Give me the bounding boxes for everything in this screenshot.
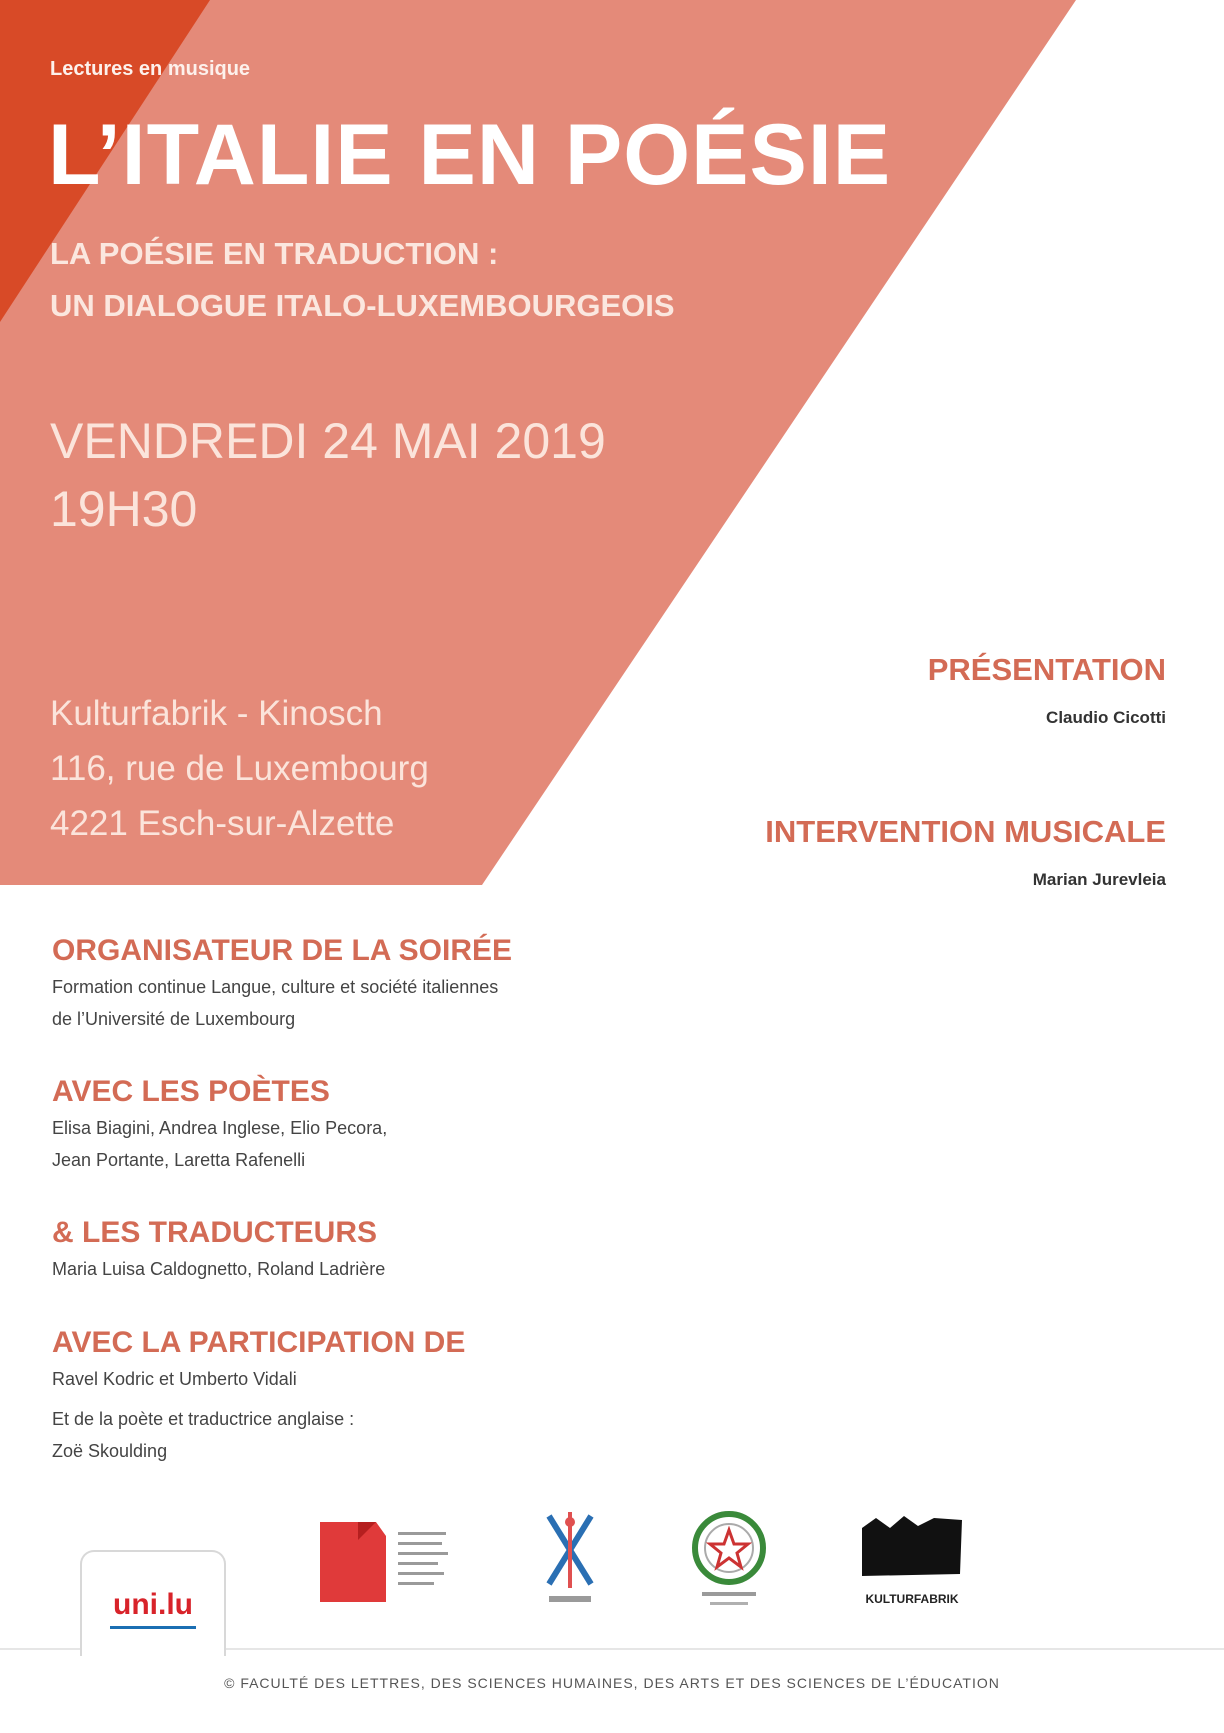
subtitle-line-2: UN DIALOGUE ITALO-LUXEMBOURGEOIS [50, 288, 675, 323]
event-date: VENDREDI 24 MAI 2019 [50, 413, 606, 469]
poets-heading: AVEC LES POÈTES [52, 1075, 330, 1108]
footer-credit: © FACULTÉ DES LETTRES, DES SCIENCES HUMAINES, DES ARTS ET DES SCIENCES DE L’ÉDUCATION [224, 1675, 1000, 1691]
kicker-text: Lectures en musique [50, 58, 251, 80]
institute-red-logo [318, 1516, 458, 1606]
kulturfabrik-logo-text: KULTURFABRIK [865, 1592, 959, 1606]
venue-city: 4221 Esch-sur-Alzette [50, 804, 395, 843]
participation-line-2: Et de la poète et traductrice anglaise : [52, 1409, 355, 1429]
uni-lu-logo [80, 1550, 226, 1656]
poster-subtitle [50, 228, 675, 332]
organiser-line-1: Formation continue Langue, culture et société italiennes [52, 977, 499, 997]
event-time: 19H30 [50, 480, 198, 537]
translators-heading: & LES TRADUCTEURS [52, 1216, 378, 1249]
event-datetime [50, 408, 606, 543]
music-name: Marian Jurevleia [1032, 870, 1166, 889]
translators-text [52, 1253, 612, 1285]
venue-name: Kulturfabrik - Kinosch [50, 694, 383, 733]
subtitle-line-1: LA POÉSIE EN TRADUCTION : [50, 236, 499, 271]
participation-text [52, 1363, 612, 1467]
association-logo [535, 1508, 605, 1612]
uni-lu-logo-text: uni.lu [113, 1588, 193, 1621]
poets-line-2: Jean Portante, Laretta Rafenelli [52, 1150, 306, 1170]
poets-line-1: Elisa Biagini, Andrea Inglese, Elio Pecora, [52, 1118, 388, 1138]
presentation-heading: PRÉSENTATION [927, 652, 1166, 687]
venue-block [50, 686, 429, 851]
venue-street: 116, rue de Luxembourg [50, 749, 429, 788]
italian-emblem-logo [688, 1508, 770, 1620]
organiser-line-2: de l’Université de Luxembourg [52, 1009, 296, 1029]
participation-line-1: Ravel Kodric et Umberto Vidali [52, 1369, 297, 1389]
poster-title: L’ITALIE EN POÉSIE [48, 107, 892, 203]
participation-heading: AVEC LA PARTICIPATION DE [52, 1326, 466, 1359]
translators-line-1: Maria Luisa Caldognetto, Roland Ladrière [52, 1259, 386, 1279]
poets-text [52, 1112, 612, 1176]
organiser-heading: ORGANISATEUR DE LA SOIRÉE [52, 934, 513, 967]
participation-line-3: Zoë Skoulding [52, 1441, 168, 1461]
uni-lu-logo-underline [110, 1626, 196, 1629]
music-heading: INTERVENTION MUSICALE [765, 814, 1166, 849]
organiser-text [52, 971, 612, 1035]
presentation-name: Claudio Cicotti [1046, 708, 1166, 727]
